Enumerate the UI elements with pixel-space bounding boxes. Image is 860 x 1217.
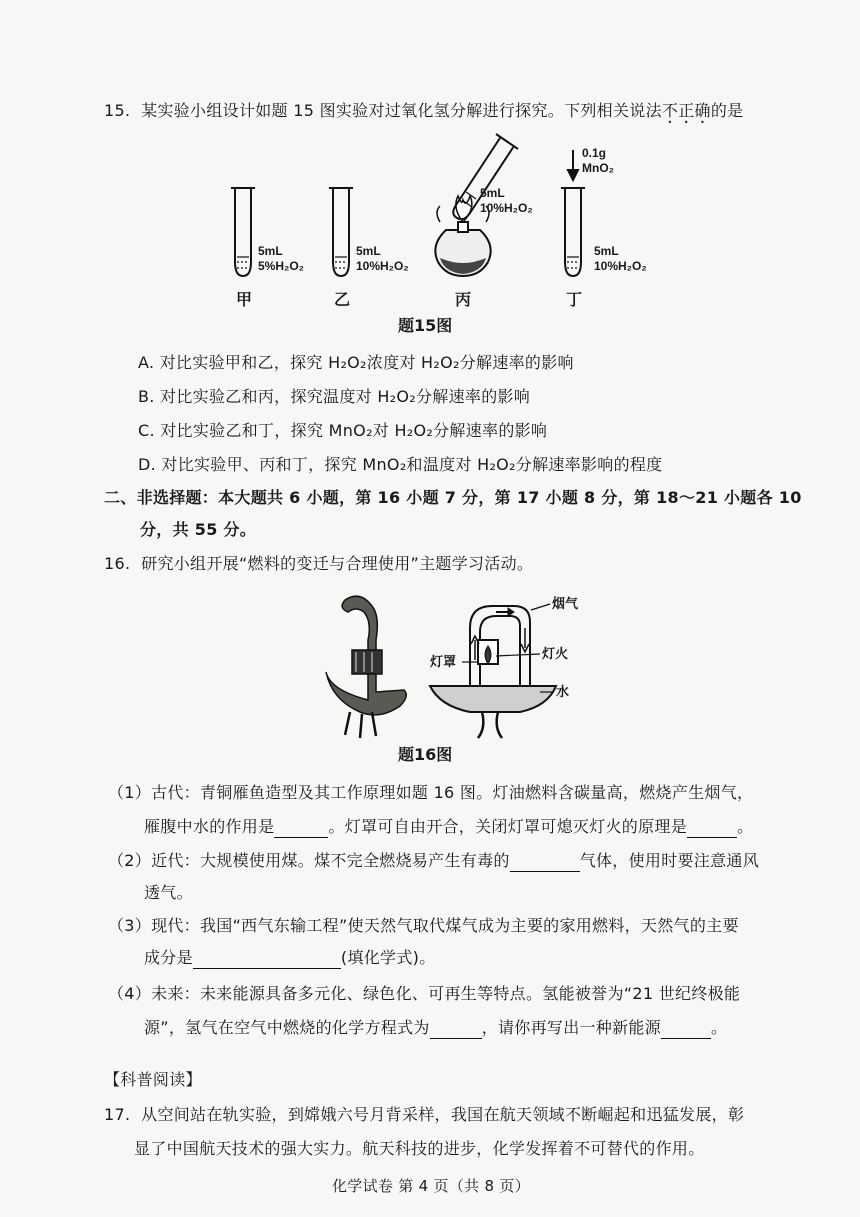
section2-heading-line2: 分，共 55 分。	[140, 520, 257, 539]
tube-ding-additive: 0.1g MnO₂	[582, 146, 614, 175]
q15-em-1: 不	[661, 101, 679, 120]
answer-blank-5[interactable]	[430, 1020, 482, 1039]
q15-em-3: 确	[694, 101, 711, 120]
answer-blank-6[interactable]	[661, 1020, 711, 1039]
q16-part3-line1: （3）现代：我国“西气东输工程”使天然气取代煤气成为主要的家用燃料，天然气的主要	[108, 916, 739, 935]
q15-stem-post: 的是	[710, 101, 744, 120]
tube-jia-name: 甲	[236, 290, 253, 309]
q15-em-2: 正	[678, 101, 695, 120]
bronze-goose-lamp	[326, 596, 406, 738]
label-smoke: 烟气	[552, 596, 579, 611]
q16-part3-line2: 成分是 (填化学式)。	[144, 948, 436, 967]
tube-yi-label: 5mL 10%H₂O₂	[356, 244, 409, 273]
q15-number: 15.	[104, 101, 131, 120]
q15-figure	[0, 125, 860, 345]
q17-line1: 17. 从空间站在轨实验，到嫦娥六号月背采样，我国在航天领域不断崛起和迅猛发展，彰	[104, 1105, 745, 1124]
q16-part4-line1: （4）未来：未来能源具备多元化、绿色化、可再生等特点。氢能被誉为“21 世纪终极能	[108, 984, 741, 1003]
q16-part4-line2: 源”，氢气在空气中燃烧的化学方程式为 ，请你再写出一种新能源 。	[144, 1018, 728, 1037]
label-lampshade: 灯罩	[430, 654, 457, 669]
q15-option-a: A. 对比实验甲和乙，探究 H₂O₂浓度对 H₂O₂分解速率的影响	[138, 353, 574, 372]
answer-blank-4[interactable]	[193, 950, 341, 969]
answer-blank-3[interactable]	[510, 853, 580, 872]
tube-yi-name: 乙	[334, 290, 351, 309]
q16-figure-caption: 题16图	[398, 745, 453, 764]
q17-line2: 显了中国航天技术的强大实力。航天科技的进步，化学发挥着不可替代的作用。	[134, 1139, 705, 1158]
answer-blank-2[interactable]	[687, 819, 737, 838]
answer-blank-1[interactable]	[274, 819, 328, 838]
q16-part1-line1: （1）古代：青铜雁鱼造型及其工作原理如题 16 图。灯油燃料含碳量高，燃烧产生烟气，	[108, 783, 754, 802]
q15-option-b: B. 对比实验乙和丙，探究温度对 H₂O₂分解速率的影响	[138, 387, 531, 406]
section2-heading-line1: 二、非选择题：本大题共 6 小题，第 16 小题 7 分，第 17 小题 8 分，第 18～21 小题各 10	[104, 488, 802, 507]
q16-number: 16.	[104, 554, 131, 573]
q15-option-d: D. 对比实验甲、丙和丁，探究 MnO₂和温度对 H₂O₂分解速率影响的程度	[138, 455, 663, 474]
lamp-schematic	[430, 604, 556, 738]
label-flame: 灯火	[542, 646, 569, 661]
q15-stem	[104, 100, 743, 122]
q16-part2-line2: 透气。	[144, 883, 193, 902]
q15-stem-pre: 某实验小组设计如题 15 图实验对过氧化氢分解进行探究。下列相关说法	[141, 101, 662, 120]
q16-part1-line2: 雁腹中水的作用是 。灯罩可自由开合，关闭灯罩可熄灭灯火的原理是 。	[144, 817, 754, 836]
tube-jia-label: 5mL 5%H₂O₂	[258, 244, 305, 273]
tube-ding-label: 5mL 10%H₂O₂	[594, 244, 647, 273]
tube-bing-name: 丙	[455, 290, 472, 309]
q16-part2-line1: （2）近代：大规模使用煤。煤不完全燃烧易产生有毒的 气体，使用时要注意通风	[108, 851, 759, 870]
tube-ding-name: 丁	[566, 290, 583, 309]
q16-stem-text: 研究小组开展“燃料的变迁与合理使用”主题学习活动。	[141, 554, 534, 573]
page-footer: 化学试卷 第 4 页（共 8 页）	[332, 1177, 531, 1195]
q16-stem	[104, 553, 533, 575]
q15-option-c: C. 对比实验乙和丁，探究 MnO₂对 H₂O₂分解速率的影响	[138, 421, 548, 440]
test-tube-yi	[329, 188, 353, 276]
reading-title: 【科普阅读】	[104, 1070, 202, 1089]
test-tube-jia	[231, 188, 255, 276]
label-water: 水	[556, 684, 570, 699]
q17-number: 17.	[104, 1105, 131, 1124]
q15-figure-caption: 题15图	[398, 316, 453, 335]
tube-bing-label: 5mL 10%H₂O₂	[480, 186, 533, 215]
